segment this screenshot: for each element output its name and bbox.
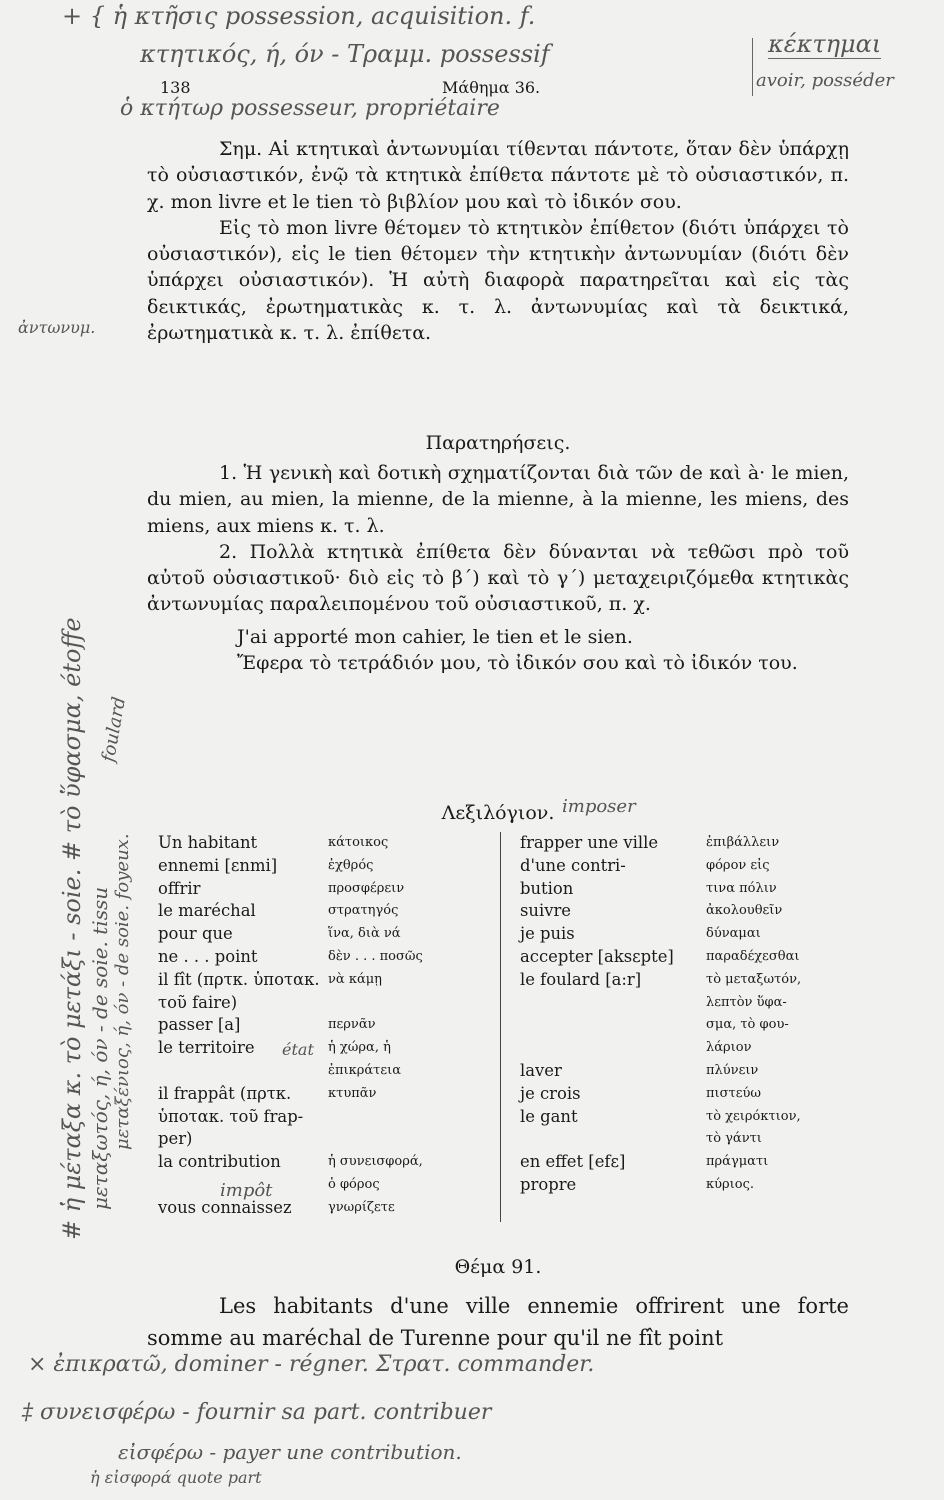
vocabulary-title: Λεξιλόγιον. [441, 802, 555, 824]
vocab-greek-left: νὰ κάμῃ [328, 971, 382, 987]
observations-title: Παρατηρήσεις. [425, 432, 571, 454]
handwritten-margin-note: ἀντωνυμ. [18, 318, 96, 337]
vocab-greek-left: κτυπᾶν [328, 1085, 377, 1101]
vocab-greek-right: τὸ γάντι [706, 1131, 762, 1147]
vocab-french-left: passer [a] [158, 1015, 241, 1035]
vocab-row [158, 878, 878, 901]
vocab-greek-left: γνωρίζετε [328, 1199, 395, 1215]
vocab-row [158, 1014, 878, 1037]
observation-1: 1. Ἡ γενικὴ καὶ δοτικὴ σχηματίζονται διὰ τῶν de καὶ à· le mien, du mien, au mien, la mienne, de la mienne, à la mienne, les miens, des miens, aux miens κ. τ. λ. [147, 462, 849, 537]
vocab-row [158, 1106, 878, 1129]
vocab-greek-right: ἐπιβάλλειν [706, 835, 780, 850]
vocab-row [158, 992, 878, 1015]
vocab-french-left: le territoire [158, 1038, 255, 1058]
vocab-french-left: per) [158, 1129, 193, 1149]
vocab-greek-left: κάτοικος [328, 835, 389, 850]
vocab-greek-right: πράγματι [706, 1154, 769, 1170]
handwritten-vertical-3: μεταξένιος, ή, όν - de soie. foyeux. [112, 833, 133, 1150]
vocab-row [158, 946, 878, 969]
handwritten-note-right1: κέκτημαι [768, 30, 882, 58]
vocab-french-left: vous connaissez [158, 1197, 292, 1217]
vocab-greek-left: ἵνα, διὰ νά [328, 926, 401, 942]
vocab-greek-left: στρατηγός [328, 903, 399, 919]
vocab-greek-right: κύριος. [706, 1176, 755, 1192]
vocab-greek-left: ἡ συνεισφορά, [328, 1154, 423, 1170]
vocab-row [158, 1083, 878, 1106]
page-number: 138 [160, 78, 191, 97]
vocab-greek-right: πιστεύω [706, 1085, 761, 1101]
handwritten-vocab-note-1: imposer [562, 796, 636, 817]
vocab-french-left: τοῦ faire) [158, 992, 238, 1012]
vocab-french-left: offrir [158, 878, 201, 898]
vocab-greek-right: ἀκολουθεῖν [706, 903, 783, 919]
handwritten-divider [752, 38, 753, 96]
handwritten-note-line3: ὁ κτήτωρ possesseur, propriétaire [120, 96, 500, 121]
vocab-french-right: frapper une ville [520, 833, 659, 852]
exercise-text [147, 1290, 849, 1354]
vocab-row [158, 832, 878, 855]
vocab-greek-right: φόρον εἰς [706, 857, 770, 873]
handwritten-bottom-2: ‡ συνεισφέρω - fournir sa part. contribuer [22, 1400, 492, 1425]
vocab-french-right: bution [520, 878, 574, 898]
vocab-greek-right: τινα πόλιν [706, 880, 777, 896]
observation-2: 2. Πολλὰ κτητικὰ ἐπίθετα δὲν δύνανται νὰ τεθῶσι πρὸ τοῦ αὐτοῦ οὐσιαστικοῦ· διὸ εἰς τὸ β´) καὶ τὸ γ´) μεταχειριζόμεθα κτητικὰς ἀντωνυμίας παραλειπομένου τοῦ οὐσιαστικοῦ, π. χ. [147, 540, 849, 616]
vocab-french-right: le foulard [a:r] [520, 969, 642, 989]
vocab-greek-right: δύναμαι [706, 926, 761, 942]
handwritten-vertical-1: # ἡ μέταξα κ. τὸ μετάξι - soie. # τὸ ὕφασμα, étoffe [58, 617, 86, 1240]
vocab-french-right: en effet [efε] [520, 1152, 626, 1172]
vocab-french-right: d'une contri- [520, 855, 626, 875]
vocab-greek-right: σμα, τὸ φου- [706, 1017, 789, 1033]
vocab-french-right: je crois [520, 1083, 581, 1103]
vocab-greek-left: ὁ φόρος [328, 1176, 380, 1192]
example-greek: Ἔφερα τὸ τετράδιόν μου, τὸ ἰδικόν σου καὶ τὸ ἰδικόν του. [237, 652, 798, 675]
vocab-greek-right: λάριον [706, 1040, 752, 1056]
vocab-french-left: ὑποτακ. τοῦ frap- [158, 1106, 304, 1126]
vocab-greek-left: ἐπικράτεια [328, 1062, 401, 1078]
lesson-title: Μάθημα 36. [442, 78, 541, 97]
vocabulary-table [158, 832, 878, 1220]
exercise-title: Θέμα 91. [454, 1256, 542, 1278]
vocab-french-right: accepter [aksεpte] [520, 946, 674, 966]
handwritten-vertical-2: μεταξωτός, ή, όν - de soie. tissu [88, 886, 112, 1210]
vocab-french-left: il fît (πρτκ. ὑποτακ. [158, 969, 320, 989]
vocab-french-left: il frappât (πρτκ. [158, 1083, 292, 1103]
vocab-greek-right: τὸ μεταξωτόν, [706, 971, 802, 987]
example-french: J'ai apporté mon cahier, le tien et le sien. [237, 625, 633, 648]
vocab-french-left: Un habitant [158, 833, 258, 852]
vocab-french-left: pour que [158, 924, 233, 944]
vocab-greek-right: πλύνειν [706, 1062, 759, 1078]
handwritten-bottom-4: ἡ εἰσφορά quote part [90, 1468, 262, 1487]
vocab-row [158, 969, 878, 992]
exercise-paragraph: Les habitants d'une ville ennemie offrirent une forte somme au maréchal de Turenne pour qu'il ne fît point [147, 1294, 849, 1350]
vocab-greek-left: ἐχθρός [328, 857, 374, 873]
vocab-french-left: la contribution [158, 1152, 281, 1172]
vocab-row [158, 1128, 878, 1151]
handwritten-vertical-4: foulard [98, 695, 131, 764]
vocab-row [158, 1037, 878, 1060]
vocab-french-left: ne . . . point [158, 946, 258, 966]
vocab-french-left: le maréchal [158, 901, 256, 921]
note-paragraph-2: Εἰς τὸ mon livre θέτομεν τὸ κτητικὸν ἐπίθετον (διότι ὑπάρχει τὸ οὐσιαστικόν), εἰς le tien θέτομεν τὴν κτητικὴν ἀντωνυμίαν (διότι δὲν ὑπάρχει οὐσιαστικόν). Ἡ αὐτὴ διαφορὰ παρατηρεῖται καὶ εἰς τὰς δεικτικάς, ἐρωτηματικὰς κ. τ. λ. ἀντωνυμίας καὶ τὰ δεικτικά, ἐρωτηματικὰ κ. τ. λ. ἐπίθετα. [147, 216, 849, 345]
vocab-greek-left: δὲν . . . ποσῶς [328, 948, 423, 964]
vocab-french-right: je puis [520, 924, 575, 944]
handwritten-note-right2: avoir, posséder [756, 70, 894, 91]
handwritten-note-line1: + { ἡ κτῆσις possession, acquisition. f. [62, 2, 536, 30]
vocab-row [158, 1174, 878, 1197]
handwritten-bottom-3: εἰσφέρω - payer une contribution. [118, 1440, 462, 1464]
note-block [147, 136, 849, 346]
note-paragraph-1: Σημ. Αἱ κτητικαὶ ἀντωνυμίαι τίθενται πάντοτε, ὅταν δὲν ὑπάρχῃ τὸ οὐσιαστικόν, ἐνῷ τὰ κτητικὰ ἐπίθετα πάντοτε μὲ τὸ οὐσιαστικόν, π. χ. mon livre et le tien τὸ βιβλίον μου καὶ τὸ ἰδικόν σου. [147, 138, 849, 213]
handwritten-vocab-note-3: impôt [220, 1180, 273, 1201]
vocab-row [158, 1151, 878, 1174]
vocab-greek-right: τὸ χειρόκτιον, [706, 1108, 801, 1124]
vocab-row [158, 1197, 878, 1220]
vocab-french-right: suivre [520, 901, 572, 921]
observations-block [147, 460, 849, 676]
vocab-greek-right: παραδέχεσθαι [706, 948, 800, 964]
vocab-french-right: le gant [520, 1106, 578, 1126]
vocab-greek-left: ἡ χώρα, ἡ [328, 1040, 391, 1056]
vocab-row [158, 855, 878, 878]
vocab-greek-left: προσφέρειν [328, 880, 405, 896]
vocab-french-right: laver [520, 1060, 562, 1080]
vocab-french-right: propre [520, 1174, 577, 1194]
vocab-row [158, 900, 878, 923]
handwritten-note-line2: κτητικός, ή, όν - Τραμμ. possessif [140, 40, 550, 68]
vocab-row [158, 1060, 878, 1083]
vocab-greek-right: λεπτὸν ὕφα- [706, 994, 787, 1010]
vocab-french-left: ennemi [εnmi] [158, 855, 278, 875]
handwritten-vocab-note-2: état [282, 1040, 314, 1059]
vocab-greek-left: περνᾶν [328, 1017, 376, 1033]
vocab-row [158, 923, 878, 946]
handwritten-bottom-1: × ἐπικρατῶ, dominer - régner. Στρατ. commander. [28, 1352, 595, 1377]
